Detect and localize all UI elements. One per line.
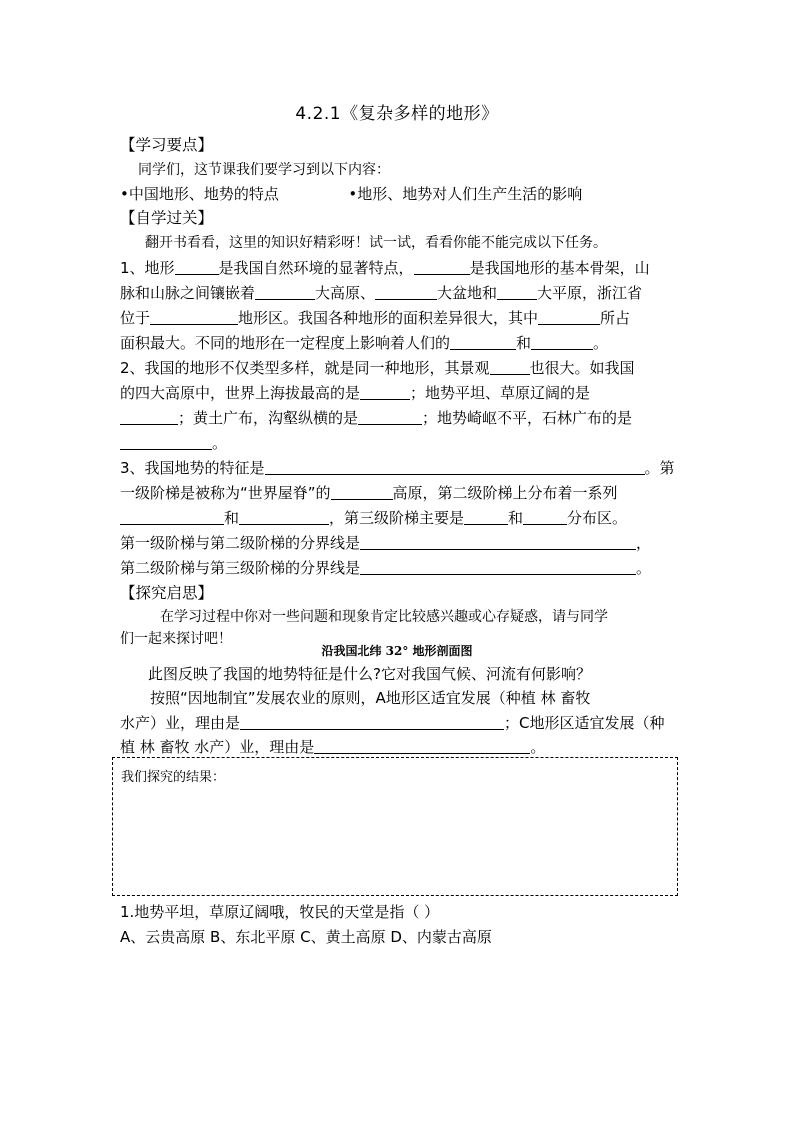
q3-text: ，第三级阶梯主要是: [329, 509, 465, 527]
fill-blank[interactable]: [331, 483, 393, 500]
fill-blank[interactable]: [255, 283, 315, 300]
q2-text: ；黄土广布，沟壑纵横的是: [178, 409, 359, 427]
discussion-text: 。: [530, 738, 546, 756]
q1-line-2: [120, 281, 680, 306]
discussion-line-2: [120, 711, 680, 736]
q1-text: 。: [593, 334, 609, 352]
fill-blank[interactable]: [531, 333, 593, 350]
q2-text: 2、我国的地形不仅类型多样，就是同一种地形，其景观: [120, 359, 490, 377]
q2-line-3: [120, 406, 680, 431]
q3-text: 分布区。: [567, 509, 628, 527]
explore-intro-line-1: 在学习过程中你对一些问题和现象肯定比较感兴趣或心存疑惑，请与同学: [160, 609, 608, 625]
page-title: 4.2.1《复杂多样的地形》: [295, 104, 499, 124]
fill-blank[interactable]: [239, 508, 329, 525]
q1-text: 大高原、: [315, 284, 376, 302]
q3-text: 。: [636, 559, 652, 577]
q2-text: 。: [212, 434, 228, 452]
q3-text: 和: [224, 509, 240, 527]
fill-blank[interactable]: [120, 433, 212, 450]
q3-text: 和: [508, 509, 524, 527]
fill-blank[interactable]: [497, 283, 537, 300]
study-point-row: [120, 182, 680, 207]
q1-text: 面积最大。不同的地形在一定程度上影响着人们的: [120, 334, 451, 352]
q2-line-1: [120, 356, 680, 381]
q1-text: 1、地形: [120, 259, 175, 277]
q1-text: 大盆地和: [437, 284, 498, 302]
q2-line-2: [120, 381, 680, 406]
q3-text: ，: [636, 534, 652, 552]
section-heading-study-points: 【学习要点】: [120, 136, 214, 154]
study-point-1: •中国地形、地势的特点: [120, 185, 279, 203]
q2-text: ；地势崎岖不平，石林广布的是: [422, 409, 633, 427]
fill-blank[interactable]: [523, 508, 567, 525]
discussion-text: 水产）业，理由是: [120, 714, 241, 732]
q1-text: 地形区。我国各种地形的面积差异很大，其中: [238, 309, 539, 327]
discussion-line-1: 按照“因地制宜”发展农业的原则，A地形区适宜发展（种植 林 畜牧: [150, 689, 591, 707]
q3-line-1: [120, 456, 680, 481]
fill-blank[interactable]: [538, 308, 600, 325]
self-study-intro: 翻开书看看，这里的知识好精彩呀！试一试，看看你能不能完成以下任务。: [145, 235, 607, 251]
fill-blank[interactable]: [358, 408, 422, 425]
q1-text: 位于: [120, 309, 151, 327]
q1-text: 所占: [600, 309, 631, 327]
q1-text: 脉和山脉之间镶嵌着: [120, 284, 256, 302]
q1-text: 大平原，浙江省: [537, 284, 643, 302]
fill-blank[interactable]: [150, 308, 238, 325]
q1-line-4: [120, 331, 680, 356]
discussion-text: 植 林 畜牧 水产）业，理由是: [120, 738, 315, 756]
fill-blank[interactable]: [360, 558, 636, 575]
q2-line-4: [120, 431, 680, 456]
fill-blank[interactable]: [464, 508, 508, 525]
q3-line-2: [120, 481, 680, 506]
q3-text: 高原，第二级阶梯上分布着一系列: [392, 484, 618, 502]
q1-text: 是我国地形的基本骨架，山: [469, 259, 650, 277]
fill-blank[interactable]: [360, 533, 636, 550]
q3-line-5: [120, 556, 680, 581]
q3-text: 第二级阶梯与第三级阶梯的分界线是: [120, 559, 361, 577]
fill-blank[interactable]: [265, 458, 645, 475]
fill-blank[interactable]: [490, 358, 530, 375]
study-point-2: •地形、地势对人们生产生活的影响: [348, 185, 583, 203]
fill-blank[interactable]: [240, 713, 504, 730]
fill-blank[interactable]: [120, 508, 224, 525]
result-answer-box[interactable]: [112, 757, 678, 896]
result-box-label: 我们探究的结果：: [121, 770, 226, 785]
fill-blank[interactable]: [375, 283, 437, 300]
q2-text: ；地势平坦、草原辽阔的是: [410, 384, 591, 402]
q1-line-3: [120, 306, 680, 331]
fill-blank[interactable]: [120, 408, 178, 425]
q3-text: 3、我国地势的特征是: [120, 459, 265, 477]
q3-line-4: [120, 531, 680, 556]
q2-text: 的四大高原中，世界上海拔最高的是: [120, 384, 361, 402]
q1-text: 是我国自然环境的显著特点，: [218, 259, 414, 277]
q1-line-1: [120, 256, 680, 281]
q3-text: 一级阶梯是被称为“世界屋脊”的: [120, 484, 331, 502]
fill-blank[interactable]: [450, 333, 516, 350]
section-heading-explore: 【探究启思】: [120, 584, 214, 602]
q3-text: 第一级阶梯与第二级阶梯的分界线是: [120, 534, 361, 552]
fill-blank[interactable]: [314, 737, 530, 754]
explore-intro-line-2: 们一起来探讨吧！: [120, 631, 232, 647]
discussion-question: 此图反映了我国的地势特征是什么?它对我国气候、河流有何影响？: [148, 665, 591, 683]
fill-blank[interactable]: [414, 258, 470, 275]
fill-blank[interactable]: [360, 383, 410, 400]
figure-caption: 沿我国北纬 32° 地形剖面图: [321, 644, 473, 658]
q2-text: 也很大。如我国: [529, 359, 635, 377]
discussion-text: ；C地形区适宜发展（种: [504, 714, 665, 732]
section-heading-self-study: 【自学过关】: [120, 209, 214, 227]
q3-line-3: [120, 506, 680, 531]
q3-text: 。第: [644, 459, 675, 477]
study-points-intro: 同学们，这节课我们要学习到以下内容：: [138, 162, 390, 178]
fill-blank[interactable]: [175, 258, 219, 275]
mcq-question: 1.地势平坦，草原辽阔哦，牧民的天堂是指（ ）: [120, 903, 440, 921]
mcq-options: A、云贵高原 B、东北平原 C、黄土高原 D、内蒙古高原: [120, 928, 492, 946]
q1-text: 和: [516, 334, 532, 352]
